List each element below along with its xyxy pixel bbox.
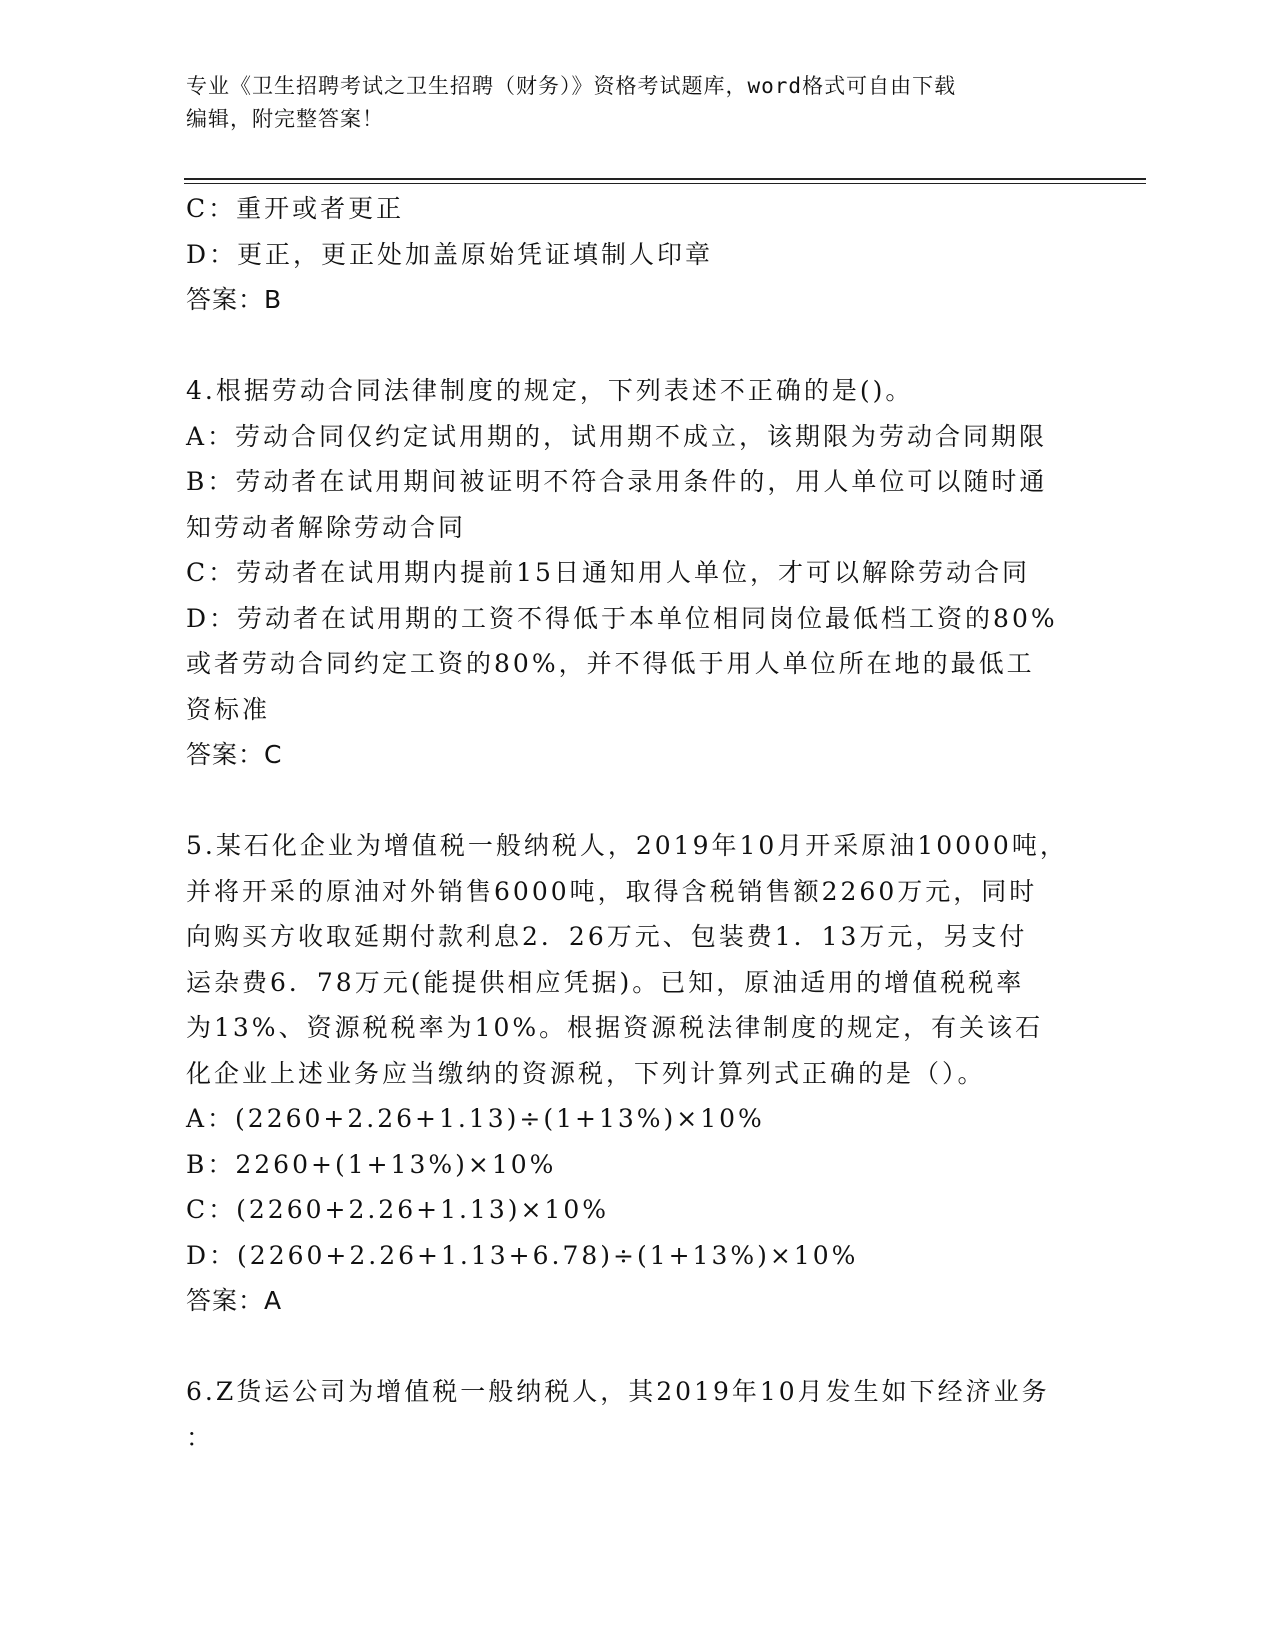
q5-stem-line-5: 为13%、资源税税率为10%。根据资源税法律制度的规定，有关该石 <box>186 1013 1044 1042</box>
q5-option-c: C：(2260+2.26+1.13)×10% <box>186 1195 609 1224</box>
q6-stem-line-2: ： <box>186 1422 215 1452</box>
header-line-1: 专业《卫生招聘考试之卫生招聘（财务）》资格考试题库，word格式可自由下载 <box>186 74 957 98</box>
spacer <box>186 323 1086 369</box>
q4-option-c: C：劳动者在试用期内提前15日通知用人单位，才可以解除劳动合同 <box>186 558 1030 587</box>
header-rule-thick <box>184 178 1146 180</box>
q5-stem-line-3: 向购买方收取延期付款利息2．26万元、包装费1．13万元，另支付 <box>186 922 1028 951</box>
document-body <box>186 186 1086 1460</box>
q5-answer: 答案：A <box>186 1286 283 1315</box>
q5-stem-line-4: 运杂费6．78万元(能提供相应凭据)。已知，原油适用的增值税税率 <box>186 967 1025 997</box>
q6-stem-line-1: 6.Z货运公司为增值税一般纳税人，其2019年10月发生如下经济业务 <box>186 1377 1050 1406</box>
q4-option-d-line-1: D：劳动者在试用期的工资不得低于本单位相同岗位最低档工资的80% <box>186 603 1058 633</box>
q3-option-c: C：重开或者更正 <box>186 194 405 223</box>
q3-answer: 答案：B <box>186 285 283 314</box>
spacer <box>186 1324 1086 1370</box>
q5-stem-line-6: 化企业上述业务应当缴纳的资源税，下列计算列式正确的是（）。 <box>186 1058 986 1088</box>
document-header <box>186 70 1066 136</box>
q5-option-a: A：(2260+2.26+1.13)÷(1+13%)×10% <box>186 1104 765 1133</box>
q4-option-d-line-3: 资标准 <box>186 694 271 724</box>
question-6-block <box>186 1369 1086 1460</box>
q3-option-d: D：更正，更正处加盖原始凭证填制人印章 <box>186 239 714 269</box>
question-3-block <box>186 186 1086 323</box>
q4-option-b-line-1: B：劳动者在试用期间被证明不符合录用条件的，用人单位可以随时通 <box>186 467 1048 496</box>
question-5-block <box>186 823 1086 1324</box>
q4-stem: 4.根据劳动合同法律制度的规定，下列表述不正确的是()。 <box>186 376 914 405</box>
q4-answer: 答案：C <box>186 740 283 769</box>
q5-option-b: B：2260+(1+13%)×10% <box>186 1149 557 1179</box>
q4-option-d-line-2: 或者劳动合同约定工资的80%，并不得低于用人单位所在地的最低工 <box>186 649 1035 678</box>
question-4-block <box>186 368 1086 778</box>
spacer <box>186 778 1086 824</box>
header-line-2: 编辑，附完整答案！ <box>186 107 384 131</box>
q4-option-a: A：劳动合同仅约定试用期的，试用期不成立，该期限为劳动合同期限 <box>186 421 1048 451</box>
q5-stem-line-1: 5.某石化企业为增值税一般纳税人，2019年10月开采原油10000吨， <box>186 831 1068 860</box>
q5-option-d: D：(2260+2.26+1.13+6.78)÷(1+13%)×10% <box>186 1240 859 1270</box>
q4-option-b-line-2: 知劳动者解除劳动合同 <box>186 512 467 542</box>
q5-stem-line-2: 并将开采的原油对外销售6000吨，取得含税销售额2260万元，同时 <box>186 876 1038 906</box>
header-rule-thin <box>184 183 1146 184</box>
